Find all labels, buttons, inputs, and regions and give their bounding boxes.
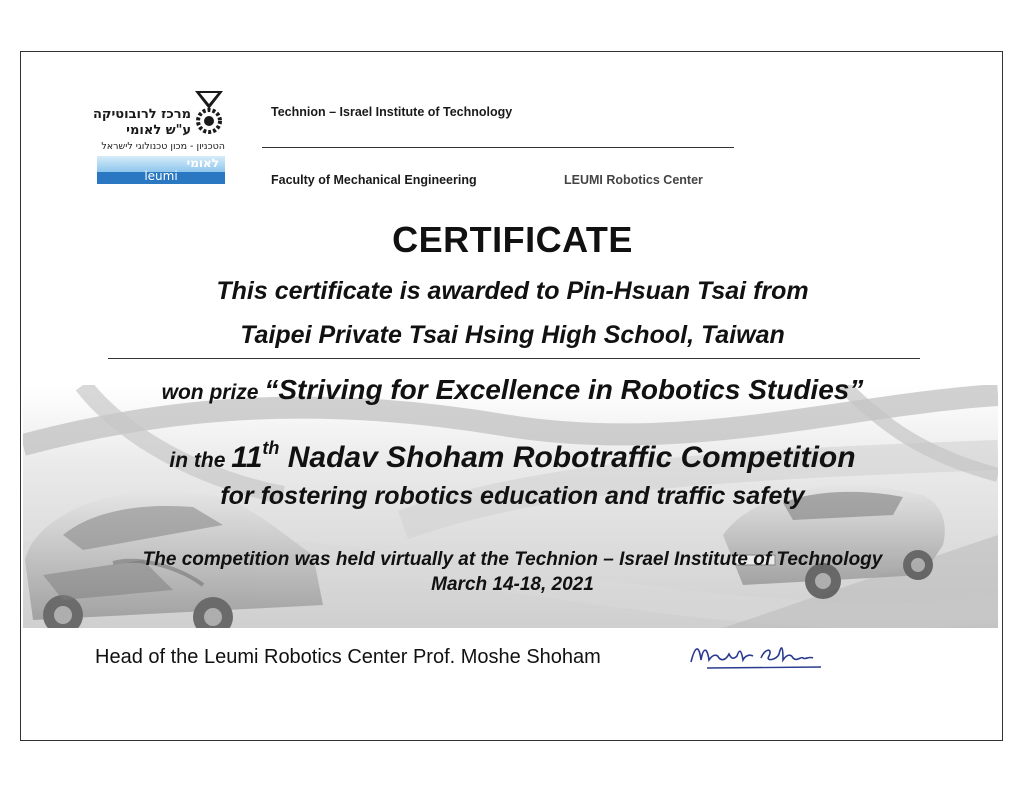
competition-name: Nadav Shoham Robotraffic Competition — [279, 441, 856, 474]
faculty-name: Faculty of Mechanical Engineering — [271, 173, 477, 187]
leumi-hebrew-text: לאומי — [186, 156, 219, 170]
competition-ordinal: 11 — [231, 441, 263, 474]
competition-line — [21, 438, 1003, 475]
award-divider — [108, 358, 920, 359]
prize-intro: won prize — [161, 381, 265, 404]
technion-emblem-icon — [193, 89, 225, 135]
leumi-bank-logo — [97, 156, 225, 184]
awarded-line: This certificate is awarded to Pin-Hsuan Tsai from — [216, 277, 809, 305]
purpose-line: for fostering robotics education and traffic safety — [220, 482, 805, 510]
competition-intro: in the — [169, 449, 232, 472]
leumi-english-text: leumi — [144, 169, 178, 183]
prize-name: “Striving for Excellence in Robotics Studies” — [264, 374, 864, 405]
logo-hebrew-line-1: מרכז לרובוטיקה — [92, 107, 191, 122]
center-name: LEUMI Robotics Center — [564, 173, 703, 187]
certificate-title: CERTIFICATE — [392, 219, 633, 260]
robotics-center-logo — [92, 89, 225, 185]
date-line: March 14-18, 2021 — [431, 574, 594, 595]
certificate-frame — [20, 51, 1003, 741]
logo-hebrew-line-3: הטכניון - מכון טכנולוגי לישראל — [101, 141, 225, 152]
logo-hebrew-line-2: ע"ש לאומי — [126, 123, 191, 138]
handwritten-signature — [687, 636, 827, 672]
prize-line — [21, 374, 1003, 406]
header-divider — [262, 147, 734, 148]
school-line: Taipei Private Tsai Hsing High School, Taiwan — [240, 321, 785, 349]
institute-name: Technion – Israel Institute of Technology — [271, 105, 513, 119]
venue-line: The competition was held virtually at the Technion – Israel Institute of Technology — [142, 549, 883, 570]
signatory-label: Head of the Leumi Robotics Center Prof. Moshe Shoham — [95, 646, 601, 668]
competition-ordinal-suffix: th — [262, 438, 280, 458]
